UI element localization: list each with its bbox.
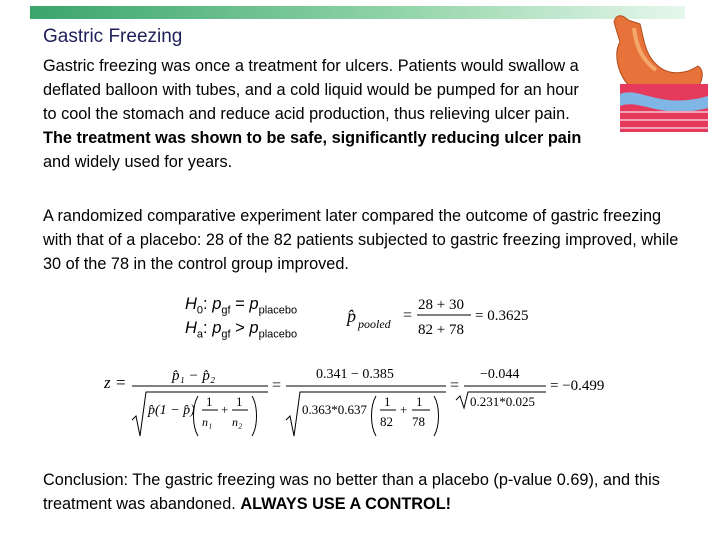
svg-text:+: + xyxy=(221,402,229,417)
intro-bold-text: The treatment was shown to be safe, significantly reducing ulcer pain xyxy=(43,129,582,147)
experiment-paragraph: A randomized comparative experiment later compared the outcome of gastric freezing with that of a placebo: 28 of the 82 patients subjected to gastric freezing improved, while 30 of the 78 in the control group improved. xyxy=(43,207,679,273)
title-bar-decoration xyxy=(30,6,685,19)
svg-text:1: 1 xyxy=(206,394,213,409)
svg-text:0.341 − 0.385: 0.341 − 0.385 xyxy=(316,367,394,382)
svg-text:p̂: p̂ xyxy=(347,306,356,326)
z-statistic-formula xyxy=(100,362,620,442)
svg-text:28 + 30: 28 + 30 xyxy=(418,297,464,313)
svg-text:82: 82 xyxy=(380,414,393,429)
svg-text:z =: z = xyxy=(104,373,127,392)
svg-text:+: + xyxy=(400,402,408,417)
svg-text:= −0.499: = −0.499 xyxy=(550,378,605,394)
svg-text:=: = xyxy=(450,377,460,394)
svg-text:1: 1 xyxy=(236,394,243,409)
svg-text:= 0.3625: = 0.3625 xyxy=(475,308,529,324)
svg-text:−0.044: −0.044 xyxy=(480,367,520,382)
stomach-illustration xyxy=(600,12,710,137)
conclusion-paragraph xyxy=(43,468,703,516)
intro-text: Gastric freezing was once a treatment for ulcers. Patients would swallow a deflated balloon with tubes, and a cold liquid would be pumped for an hour to cool the stomach and reduce acid production, thus relieving ulcer pain. xyxy=(43,57,579,123)
svg-text:p̂(1 − p̂): p̂(1 − p̂) xyxy=(148,403,195,418)
svg-text:1: 1 xyxy=(384,394,391,409)
svg-text:p̂₁ − p̂₂: p̂₁ − p̂₂ xyxy=(172,368,216,384)
svg-text:82 + 78: 82 + 78 xyxy=(418,322,464,338)
conclusion-bold-text: ALWAYS USE A CONTROL! xyxy=(240,495,452,513)
intro-paragraph xyxy=(43,54,583,174)
alternative-hypothesis: $H_a$: $p_{gf} > p_{placebo}$ xyxy=(185,319,298,341)
svg-text:n₂: n₂ xyxy=(232,415,243,429)
pooled-proportion-formula xyxy=(345,292,545,342)
slide-title: Gastric Freezing xyxy=(43,26,183,47)
svg-text:pooled: pooled xyxy=(358,317,391,331)
svg-text:n₁: n₁ xyxy=(202,415,213,429)
svg-text:78: 78 xyxy=(412,414,425,429)
intro-tail-text: and widely used for years. xyxy=(43,153,233,171)
null-hypothesis: $H_0$: $p_{gf} = p_{placebo}$ xyxy=(185,295,298,317)
svg-text:0.363*0.637: 0.363*0.637 xyxy=(302,402,367,417)
svg-text:1: 1 xyxy=(416,394,423,409)
svg-text:=: = xyxy=(272,377,282,394)
svg-text:0.231*0.025: 0.231*0.025 xyxy=(470,394,535,409)
conclusion-text: Conclusion: The gastric freezing was no better than a placebo (p-value 0.69), and this treatment was abandoned. xyxy=(43,471,660,513)
svg-text:=: = xyxy=(403,307,413,324)
